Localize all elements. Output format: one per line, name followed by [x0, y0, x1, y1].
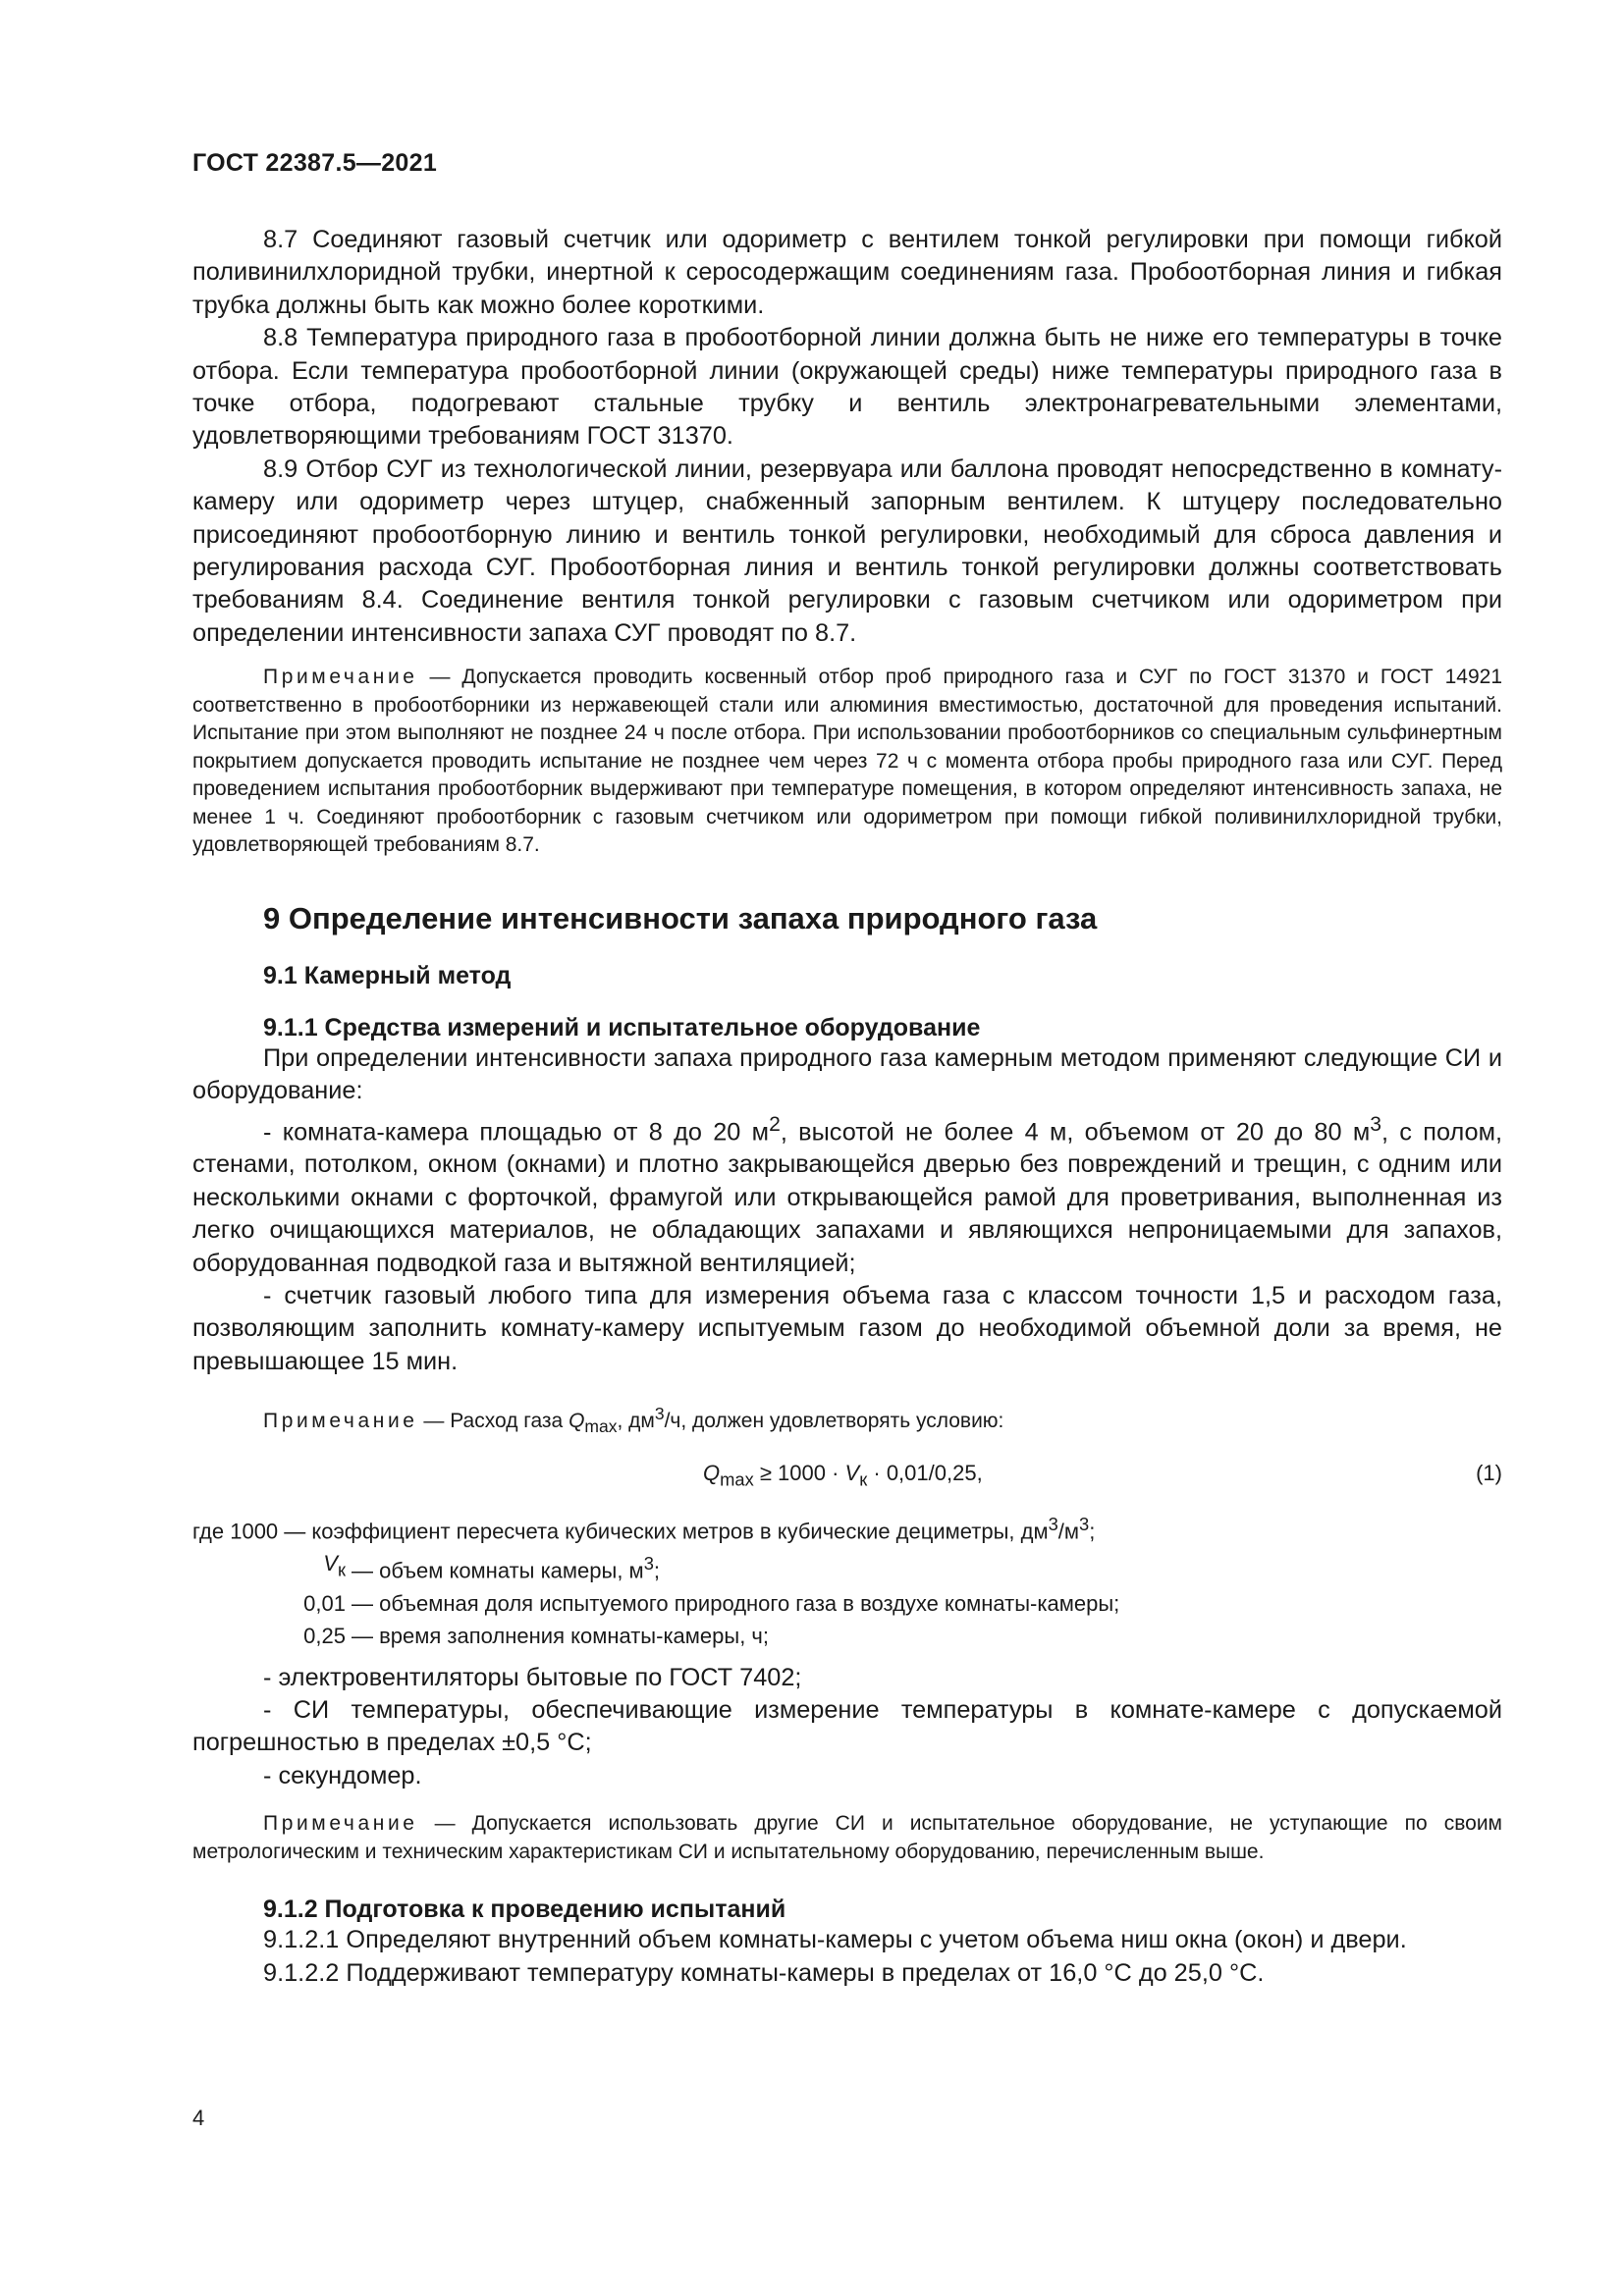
note-label: Примечание — [263, 666, 418, 689]
room-text-a: - комната-камера площадью от 8 до 20 м — [263, 1118, 770, 1147]
legend-desc-1000-c: ; — [1089, 1519, 1096, 1544]
legend-v-sub: к — [337, 1559, 346, 1580]
note-1 — [192, 664, 1502, 860]
formula-q: Q — [703, 1460, 721, 1485]
legend-desc-1000: — коэффициент пересчета кубических метров в кубические дециметры, дм — [278, 1519, 1049, 1544]
legend-desc-vk-a: — объем комнаты камеры, м — [352, 1558, 644, 1583]
formula-v-sub: к — [859, 1468, 868, 1490]
note-2-q-sub: max — [584, 1416, 618, 1437]
formula-expression — [703, 1461, 983, 1490]
note-3-text: — Допускается использовать другие СИ и испытательное оборудование, не уступающие по своим метрологическим и техническим характеристикам СИ и испытательному оборудованию, перечисленным выше. — [192, 1812, 1502, 1863]
paragraph-8-9: 8.9 Отбор СУГ из технологической линии, резервуара или баллона проводят непосредственно в комнату-камеру или одориметр через штуцер, снабженный запорным вентилем. К штуцеру последовательно присоединяют пробоотборную линию и вентиль тонкой регулировки, необходимый для сброса давления и регулирования расхода СУГ. Пробоотборная линия и вентиль тонкой регулировки должны соответствовать требованиям 8.4. Соединение вентиля тонкой регулировки с газовым счетчиком или одориметром при определении интенсивности запаха СУГ проводят по 8.7. — [192, 454, 1502, 647]
paragraph-9-1-2-1: 9.1.2.1 Определяют внутренний объем комнаты-камеры с учетом объема ниш окна (окон) и двери. — [263, 1926, 1407, 1954]
legend-row-025 — [192, 1620, 1502, 1652]
section-9-1-1-heading: 9.1.1 Средства измерений и испытательное оборудование — [263, 1013, 981, 1041]
legend-desc-1000-b: /м — [1057, 1519, 1080, 1544]
section-9-heading: 9 Определение интенсивности запаха природного газа — [263, 900, 1098, 935]
note-2-q: Q — [568, 1410, 585, 1433]
paragraph-9-1-2-2: 9.1.2.2 Поддерживают температуру комнаты-камеры в пределах от 16,0 °С до 25,0 °С. — [263, 1958, 1265, 1987]
room-text-b: , высотой не более 4 м, объемом от 20 до 80 м — [780, 1118, 1371, 1147]
legend-term-vk — [192, 1547, 352, 1586]
section-9-1-heading: 9.1 Камерный метод — [263, 961, 512, 989]
note-2-sup: 3 — [654, 1404, 665, 1424]
section-9-1-2-heading: 9.1.2 Подготовка к проведению испытаний — [263, 1896, 786, 1924]
formula-number: (1) — [1476, 1460, 1502, 1485]
legend-desc-025: — время заполнения комнаты-камеры, ч; — [352, 1623, 769, 1648]
legend-sup-a: 3 — [1048, 1513, 1058, 1534]
legend-desc-vk — [352, 1547, 1502, 1586]
legend-row-1000 — [192, 1508, 1502, 1547]
legend-sup-b: 3 — [1079, 1513, 1090, 1534]
legend-term-1000: где 1000 — [192, 1519, 279, 1544]
list-item-counter: - счетчик газовый любого типа для измерения объема газа с классом точности 1,5 и расходом газа, позволяющим заполнить комнату-камеру испытуемым газом до необходимой объемной доли за время, не превышающее 15 мин. — [192, 1282, 1502, 1375]
formula-part-1: ≥ 1000 · — [753, 1460, 845, 1485]
formula-q-sub: max — [720, 1468, 754, 1490]
room-sup-2: 3 — [1370, 1112, 1381, 1136]
document-header: ГОСТ 22387.5—2021 — [192, 149, 438, 177]
formula-1 — [192, 1455, 1502, 1498]
list-item-stopwatch: - секундомер. — [263, 1761, 422, 1789]
legend-desc-001: — объемная доля испытуемого природного газа в воздухе комнаты-камеры; — [352, 1590, 1120, 1616]
room-text-c: , с полом, стенами, потолком, окном (окнами) и плотно закрывающейся дверью без повреждений и трещин, с одним или несколькими окнами с форточкой, фрамугой или открывающейся рамой для проветривания, выполненная из легко очищающихся материалов, не обладающих запахами и являющихся непроницаемыми для запахов, оборудованная подводкой газа и вытяжной вентиляцией; — [192, 1118, 1502, 1277]
note-3 — [192, 1810, 1502, 1866]
note-2 — [192, 1400, 1502, 1441]
page-number: 4 — [192, 2106, 205, 2130]
paragraph-8-8: 8.8 Температура природного газа в пробоотборной линии должна быть не ниже его температуры в точке отбора. Если температура пробоотборной линии (окружающей среды) ниже температуры природного газа в точке отбора, подогревают стальные трубку и вентиль электронагревательными элементами, удовлетворяющими требованиям ГОСТ 31370. — [192, 324, 1502, 451]
list-item-fans: - электровентиляторы бытовые по ГОСТ 7402; — [263, 1663, 802, 1691]
note-1-text: — Допускается проводить косвенный отбор проб природного газа и СУГ по ГОСТ 31370 и ГОСТ 14921 соответственно в пробоотборники из нержавеющей стали или алюминия вместимостью, достаточной для проведения испытаний. Испытание при этом выполняют не позднее 24 ч после отбора. При использовании пробоотборников со специальным сульфинертным покрытием допускается проводить испытание не позднее чем через 72 ч с момента отбора пробы природного газа или СУГ. Перед проведением испытания пробоотборник выдерживают при температуре помещения, в котором определяют интенсивность запаха, не менее 1 ч. Соединяют пробоотборник с газовым счетчиком или одориметром при помощи гибкой поливинилхлоридной трубки, удовлетворяющей требованиям 8.7. — [192, 666, 1502, 857]
formula-legend — [192, 1508, 1502, 1652]
paragraph-intro: При определении интенсивности запаха природного газа камерным методом применяют следующие СИ и оборудование: — [192, 1043, 1502, 1105]
legend-vk-sup: 3 — [643, 1553, 654, 1575]
note-2-text-a: — Расход газа — [417, 1410, 569, 1433]
legend-v: V — [323, 1551, 338, 1576]
paragraph-8-7: 8.7 Соединяют газовый счетчик или одориметр с вентилем тонкой регулировки при помощи гибкой поливинилхлоридной трубки, инертной к серосодержащим соединениям газа. Пробоотборная линия и гибкая трубка должны быть как можно более короткими. — [192, 226, 1502, 319]
formula-v: V — [844, 1460, 860, 1485]
legend-row-vk — [192, 1547, 1502, 1586]
note-2-text-b: , дм — [617, 1410, 655, 1433]
legend-term-025: 0,25 — [303, 1623, 346, 1648]
list-item-temperature: - СИ температуры, обеспечивающие измерение температуры в комнате-камере с допускаемой погрешностью в пределах ±0,5 °С; — [192, 1696, 1502, 1757]
formula-part-2: · 0,01/0,25, — [867, 1460, 983, 1485]
legend-desc-vk-b: ; — [653, 1558, 661, 1583]
note-label: Примечание — [263, 1410, 418, 1433]
note-label: Примечание — [263, 1812, 418, 1836]
legend-row-001 — [192, 1587, 1502, 1620]
page-content — [192, 224, 1502, 1990]
note-2-text-c: /ч, должен удовлетворять условию: — [664, 1410, 1004, 1433]
list-item-room — [192, 1108, 1502, 1280]
legend-term-001: 0,01 — [303, 1590, 346, 1616]
room-sup-1: 2 — [769, 1112, 781, 1136]
